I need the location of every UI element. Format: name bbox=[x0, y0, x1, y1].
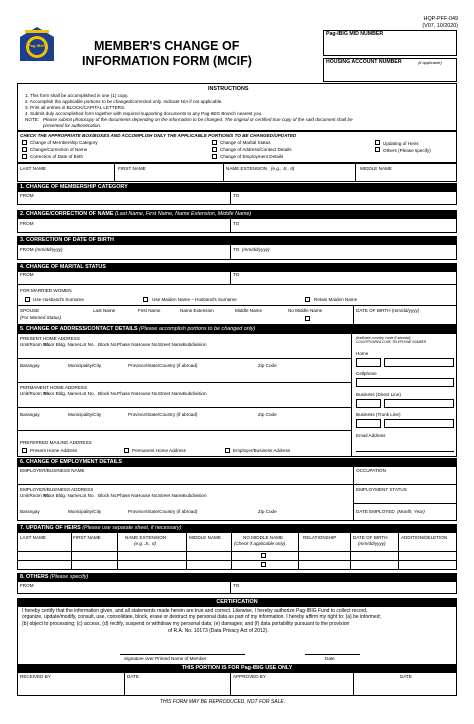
spouse-last-name: Last Name bbox=[93, 308, 116, 313]
heir-relationship-header: RELATIONSHIP bbox=[303, 535, 337, 540]
employer-address-field-0: Unit/Room No. bbox=[20, 493, 51, 498]
present-address-field-6: Street Name bbox=[158, 342, 184, 347]
heir-ext-note: (e.g. Jr., II) bbox=[134, 541, 157, 546]
permanent-address-field2-0: Barangay bbox=[20, 412, 40, 417]
spouse-label: SPOUSE bbox=[20, 308, 40, 313]
mailing-option: Present Home Address bbox=[30, 448, 78, 453]
certification-text-2: organize, update/modify, consult, use, consolidate, block, erase or destruct my personal data as part of my information. I hereby affirm my right to: (a) be informed; bbox=[22, 614, 381, 620]
permanent-address-field-1: Floor Bldg. Name bbox=[44, 391, 80, 396]
business-direct-area-code[interactable] bbox=[356, 399, 381, 408]
footer-note: THIS FORM MAY BE REPRODUCED. NOT FOR SALE. bbox=[160, 699, 286, 705]
heir-no-middle-checkbox[interactable] bbox=[261, 562, 266, 567]
checkbox-label: Change/Correction of Name bbox=[30, 147, 88, 152]
mid-number-box[interactable] bbox=[323, 30, 457, 56]
radio-husbands-surname[interactable] bbox=[25, 297, 30, 302]
to-label: TO bbox=[233, 272, 240, 277]
section-3-header: 3. CORRECTION OF DATE OF BIRTH bbox=[17, 236, 457, 244]
mailing-permanent-checkbox[interactable] bbox=[124, 448, 129, 453]
permanent-address-field-2: Lot No. bbox=[80, 391, 95, 396]
checkbox-others[interactable] bbox=[375, 147, 380, 152]
to-label: TO bbox=[233, 583, 240, 588]
option-label: Use Maiden Name – Husband's Surname bbox=[152, 297, 237, 302]
from-label: FROM bbox=[20, 193, 34, 198]
present-address-field-4: Phase No. bbox=[117, 342, 139, 347]
certification-text-1: I hereby certify that the information given, and all statements made herein are true and correct. Likewise, I hereby authorize Pag-IBIG Fund to collect record, bbox=[22, 608, 368, 614]
present-address-field2-1: Municipality/City bbox=[68, 363, 102, 368]
mid-number-label: Pag-IBIG MID NUMBER bbox=[326, 31, 384, 37]
instruction-4: 4. Submit duly accomplished form together with required supporting documents to any Pag-IBIG Branch nearest you. bbox=[25, 111, 263, 116]
employer-address-field-7: Subdivision bbox=[183, 493, 207, 498]
permanent-address-field2-1: Municipality/City bbox=[68, 412, 102, 417]
heir-addition-header: ADDITION/DELETION bbox=[401, 535, 448, 540]
note-text-1: Please submit photocopy of the documents depending on the information to be changed. The original or certified true copy of the said document shall be bbox=[43, 117, 353, 122]
present-address-field-0: Unit/Room No. bbox=[20, 342, 51, 347]
present-address-field2-3: Zip Code bbox=[258, 363, 277, 368]
present-address-field-3: Block No. bbox=[98, 342, 118, 347]
to-note: (mm/dd/yyyy) bbox=[242, 247, 270, 252]
checkbox-label: Change of Address/Contact Details bbox=[220, 147, 292, 152]
permanent-address-field2-2: Province/State/Country (if abroad) bbox=[128, 412, 198, 417]
employer-address-field-4: Phase No. bbox=[117, 493, 139, 498]
permanent-address-line1 bbox=[20, 391, 350, 397]
date-employed-note: (Month, Year) bbox=[397, 509, 425, 514]
certification-text-3: (b) object to processing; (c) access, (d) rectify, suspend or withdraw my personal data; (e) damages; and (f) data portability pursuant to the provision bbox=[22, 621, 350, 627]
permanent-address-field-4: Phase No. bbox=[117, 391, 139, 396]
section-7-header: 7. UPDATING OF HEIRS (Please use separate sheet, if necessary) bbox=[17, 524, 457, 532]
heir-first-name-header: FIRST NAME bbox=[73, 535, 101, 540]
employer-address-field-3: Block No. bbox=[98, 493, 118, 498]
business-direct-label: Business (Direct Line) bbox=[356, 392, 401, 397]
from-label: FROM bbox=[20, 247, 34, 252]
present-address-field2-2: Province/State/Country (if abroad) bbox=[128, 363, 198, 368]
received-by-label: RECEIVED BY bbox=[20, 674, 51, 679]
to-label: TO bbox=[233, 193, 240, 198]
present-address-field-1: Floor Bldg. Name bbox=[44, 342, 80, 347]
cellphone-label: Cellphone bbox=[356, 371, 377, 376]
radio-retain-maiden[interactable] bbox=[305, 297, 310, 302]
from-label: FROM bbox=[20, 272, 34, 277]
business-direct-number[interactable] bbox=[384, 399, 454, 408]
permanent-address-line2 bbox=[20, 412, 350, 418]
note-text-2: presented for authentication. bbox=[43, 123, 102, 128]
section-8-header: 8. OTHERS (Please specify) bbox=[17, 573, 457, 581]
approved-date-label: DATE bbox=[400, 674, 412, 679]
employer-address-label: EMPLOYER/BUSINESS ADDRESS bbox=[20, 487, 94, 492]
permanent-address-field-3: Block No. bbox=[98, 391, 118, 396]
name-extension-label: NAME EXTENSION bbox=[226, 166, 268, 171]
option-label: Use Husband's Surname bbox=[33, 297, 84, 302]
spouse-name-extension: Name Extension bbox=[180, 308, 214, 313]
no-middle-name-label: No Middle Name bbox=[288, 308, 323, 313]
employer-address-field2-0: Barangay bbox=[20, 509, 40, 514]
employer-address-line2 bbox=[20, 509, 350, 515]
business-trunk-number[interactable] bbox=[384, 419, 454, 428]
employer-address-field-1: Floor Bldg. Name bbox=[44, 493, 80, 498]
instruction-2: 2. Accomplish the applicable portions to be changed/corrected only. Indicate N/A if not applicable. bbox=[25, 99, 223, 104]
checkbox-date-of-birth[interactable] bbox=[22, 154, 27, 159]
first-name-label: FIRST NAME bbox=[118, 166, 146, 171]
checkbox-heirs[interactable] bbox=[375, 140, 380, 145]
option-label: Retain Maiden Name bbox=[314, 297, 358, 302]
from-label: FROM bbox=[20, 583, 34, 588]
heir-middle-header: MIDDLE NAME bbox=[189, 535, 221, 540]
occupation-label: OCCUPATION bbox=[356, 468, 386, 473]
married-women-label: FOR MARRIED WOMEN bbox=[20, 288, 72, 293]
section-2-header: 2. CHANGE/CORRECTION OF NAME (Last Name, First Name, Name Extension, Middle Name) bbox=[17, 210, 457, 218]
to-label: TO bbox=[233, 247, 240, 252]
certification-text-4: of R.A. No. 10173 (Data Privacy Act of 2012). bbox=[168, 628, 269, 634]
present-address-line2 bbox=[20, 363, 350, 369]
heir-last-name-header: LAST NAME bbox=[20, 535, 46, 540]
from-note: (mm/dd/yyyy) bbox=[35, 247, 63, 252]
name-extension-note: (e.g., Jr., II) bbox=[271, 166, 295, 171]
from-label: FROM bbox=[20, 221, 34, 226]
employment-status-label: EMPLOYMENT STATUS bbox=[356, 487, 407, 492]
spouse-first-name: First Name bbox=[138, 308, 161, 313]
heir-ext-header: NAME EXTENSION bbox=[125, 535, 167, 540]
employer-name-label: EMPLOYER/BUSINESS NAME bbox=[20, 468, 85, 473]
date-employed-label: DATE EMPLOYED bbox=[356, 509, 395, 514]
form-version: (V07, 10/2020) bbox=[422, 23, 458, 29]
permanent-address-field-6: Street Name bbox=[158, 391, 184, 396]
instruction-1: 1. This form shall be accomplished in one (1) copy. bbox=[25, 93, 129, 98]
heir-no-middle-note: (Check if applicable only) bbox=[234, 541, 286, 546]
employer-address-field-6: Street Name bbox=[158, 493, 184, 498]
business-trunk-label: Business (Trunk Line) bbox=[356, 412, 401, 417]
contact-note: (Indicate country code if abroad) bbox=[356, 336, 411, 340]
logo-text: Pag-IBIG bbox=[28, 43, 45, 48]
instruction-3: 3. Print all entries in BLOCK/CAPITAL LETTERS. bbox=[25, 105, 126, 110]
signature-label: Signature over Printed Name of Member bbox=[124, 656, 207, 661]
heir-dob-note: (mm/dd/yyyy) bbox=[358, 541, 386, 546]
contact-format: COUNTRY/AREA CODE TELEPHONE NUMBER bbox=[356, 340, 427, 344]
checkbox-marital-status[interactable] bbox=[212, 140, 217, 145]
employer-address-line1 bbox=[20, 493, 350, 499]
checkbox-name[interactable] bbox=[22, 147, 27, 152]
certification-header: CERTIFICATION bbox=[17, 598, 457, 606]
housing-account-note: (if applicable) bbox=[418, 59, 442, 65]
permanent-address-field2-3: Zip Code bbox=[258, 412, 277, 417]
radio-maiden-husband[interactable] bbox=[143, 297, 148, 302]
heir-no-middle-checkbox[interactable] bbox=[261, 553, 266, 558]
employer-address-field-2: Lot No. bbox=[80, 493, 95, 498]
employer-address-field2-2: Province/State/Country (if abroad) bbox=[128, 509, 198, 514]
form-code: HQP-PFF-049 bbox=[423, 16, 458, 22]
mailing-option: Employer/Business Address bbox=[233, 448, 291, 453]
present-address-line1 bbox=[20, 342, 350, 348]
present-address-field-5: House No. bbox=[137, 342, 159, 347]
heir-no-middle-header: NO MIDDLE NAME bbox=[243, 535, 284, 540]
middle-name-label: MIDDLE NAME bbox=[360, 166, 392, 171]
section-1-header: 1. CHANGE OF MEMBERSHIP CATEGORY bbox=[17, 183, 457, 191]
form-title-line2: INFORMATION FORM (MCIF) bbox=[82, 54, 252, 68]
employer-address-field2-3: Zip Code bbox=[258, 509, 277, 514]
checkbox-membership-category[interactable] bbox=[22, 140, 27, 145]
received-date-label: DATE bbox=[127, 674, 139, 679]
last-name-label: LAST NAME bbox=[20, 166, 46, 171]
permanent-address-field-7: Subdivision bbox=[183, 391, 207, 396]
checkbox-label: Change of Membership Category bbox=[30, 140, 98, 145]
home-phone-label: Home bbox=[356, 351, 369, 356]
checkbox-label: Correction of Date of Birth bbox=[30, 154, 84, 159]
checkbox-employment[interactable] bbox=[212, 154, 217, 159]
mailing-present-checkbox[interactable] bbox=[22, 448, 27, 453]
checkbox-label: Change of Employment Details bbox=[220, 154, 284, 159]
preferred-mailing-label: PREFERRED MAILING ADDRESS bbox=[20, 440, 92, 445]
employer-address-field-5: House No. bbox=[137, 493, 159, 498]
instructions-title: INSTRUCTIONS bbox=[208, 86, 249, 92]
home-phone-number[interactable] bbox=[384, 358, 454, 367]
permanent-home-label: PERMANENT HOME ADDRESS bbox=[20, 385, 88, 390]
section-5-header: 5. CHANGE OF ADDRESS/CONTACT DETAILS (Please accomplish portions to be changed only) bbox=[17, 325, 457, 333]
to-label: TO bbox=[233, 221, 240, 226]
permanent-address-field-5: House No. bbox=[137, 391, 159, 396]
section-6-header: 6. CHANGE OF EMPLOYMENT DETAILS bbox=[17, 458, 457, 466]
spouse-middle-name: Middle Name bbox=[235, 308, 263, 313]
business-trunk-area-code[interactable] bbox=[356, 419, 381, 428]
permanent-address-field-0: Unit/Room No. bbox=[20, 391, 51, 396]
mailing-employer-checkbox[interactable] bbox=[225, 448, 230, 453]
spouse-dob-label: DATE OF BIRTH (mm/dd/yyyy) bbox=[356, 308, 420, 313]
housing-account-label: HOUSING ACCOUNT NUMBER bbox=[326, 59, 402, 65]
no-middle-name-checkbox[interactable] bbox=[305, 316, 310, 321]
present-address-field-7: Subdivision bbox=[183, 342, 207, 347]
mailing-option: Permanent Home Address bbox=[132, 448, 186, 453]
housing-account-box[interactable] bbox=[323, 58, 457, 82]
office-use-header: THIS PORTION IS FOR Pag-IBIG USE ONLY bbox=[17, 664, 457, 672]
employer-address-field2-1: Municipality/City bbox=[68, 509, 102, 514]
cellphone-number[interactable] bbox=[356, 378, 454, 387]
approved-by-label: APPROVED BY bbox=[233, 674, 266, 679]
present-address-field2-0: Barangay bbox=[20, 363, 40, 368]
present-home-label: PRESENT HOME ADDRESS bbox=[20, 336, 80, 341]
form-title-line1: MEMBER'S CHANGE OF bbox=[94, 39, 240, 53]
checkbox-address[interactable] bbox=[212, 147, 217, 152]
spouse-note: (For Married Status) bbox=[20, 315, 62, 320]
checkbox-label: Change of Marital Status bbox=[220, 140, 271, 145]
section-4-header: 4. CHANGE OF MARITAL STATUS bbox=[17, 263, 457, 271]
checkbox-label: Updating of Heirs bbox=[383, 141, 419, 146]
pag-ibig-logo bbox=[19, 26, 55, 62]
heir-dob-header: DATE OF BIRTH bbox=[353, 535, 388, 540]
checklist-title: CHECK THE APPROPRIATE BOX/BOXES AND ACCOMPLISH ONLY THE APPLICABLE PORTION/S TO BE CHANGED/UPDATED bbox=[20, 133, 297, 138]
home-phone-area-code[interactable] bbox=[356, 358, 381, 367]
signature-date-label: Date bbox=[325, 656, 335, 661]
email-label: Email Address bbox=[356, 433, 386, 438]
checkbox-label: Others (Please specify) bbox=[383, 148, 431, 153]
note-label: NOTE: bbox=[25, 117, 40, 122]
present-address-field-2: Lot No. bbox=[80, 342, 95, 347]
